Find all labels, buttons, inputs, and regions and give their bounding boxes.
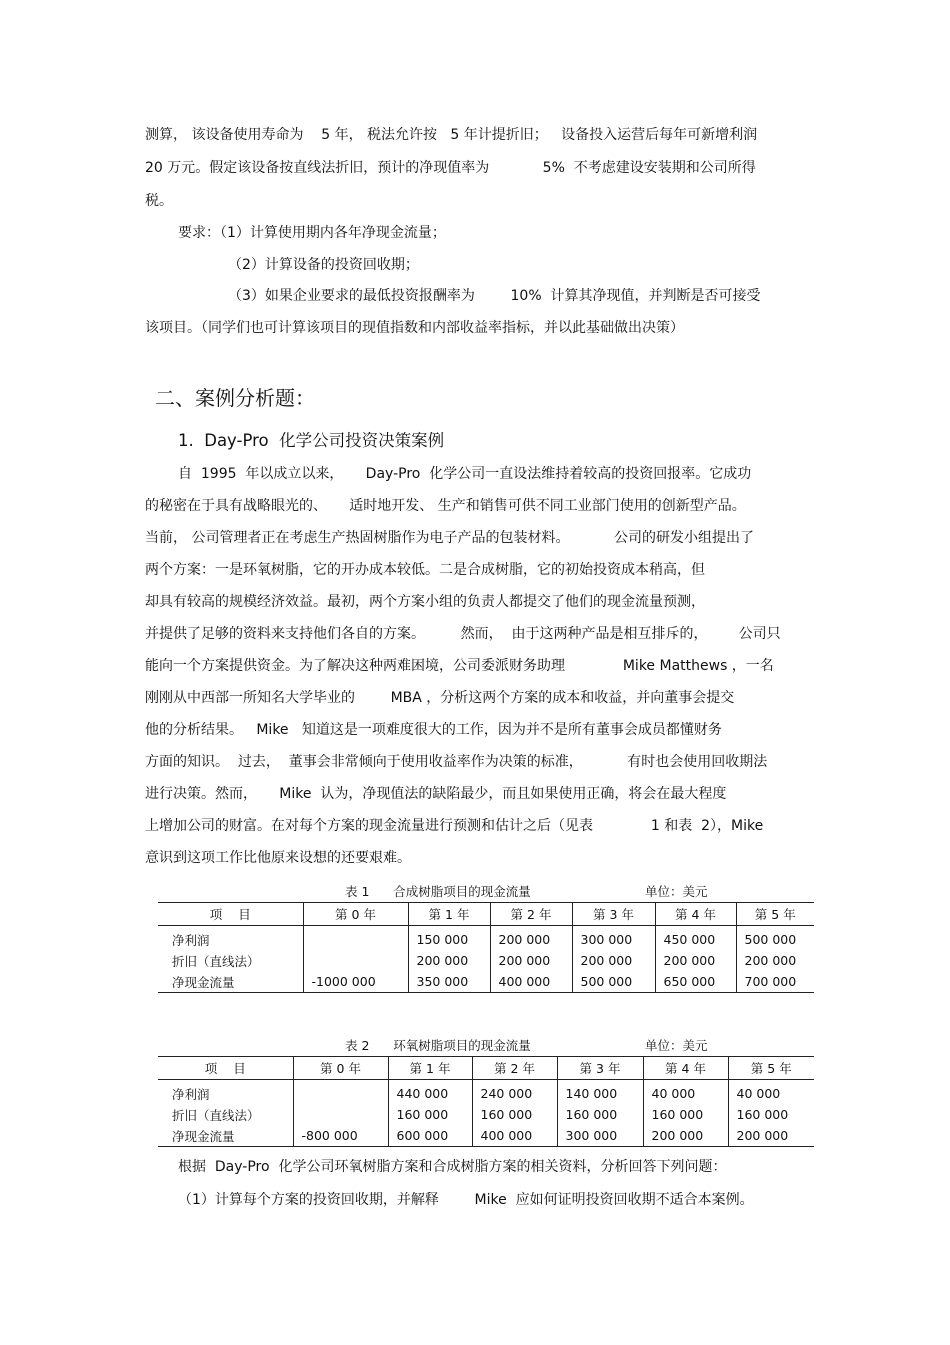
table-cell: 300 000 xyxy=(557,1125,643,1147)
case-title: 1. Day-Pro 化学公司投资决策案例 xyxy=(178,431,445,450)
table-cell: 500 000 xyxy=(736,926,814,951)
table2-caption: 表 2 环氧树脂项目的现金流量 xyxy=(345,1038,531,1053)
column-header: 第 5 年 xyxy=(728,1057,814,1080)
case-line: 方面的知识。 过去， 董事会非常倾向于使用收益率作为决策的标准， 有时也会使用回收期法 xyxy=(145,754,768,770)
table-cell xyxy=(303,950,408,971)
table-cell: 350 000 xyxy=(408,971,490,993)
table-cell: 200 000 xyxy=(728,1125,814,1147)
requirement-2: （2）计算设备的投资回收期； xyxy=(228,257,419,273)
table-cell: 160 000 xyxy=(472,1104,557,1125)
table-cell: 160 000 xyxy=(388,1104,472,1125)
table-cell: 650 000 xyxy=(655,971,736,993)
table-cell: 40 000 xyxy=(728,1080,814,1105)
column-header: 第 5 年 xyxy=(736,903,814,926)
table-cell: 450 000 xyxy=(655,926,736,951)
table-row xyxy=(158,926,814,951)
case-line: 他的分析结果。 Mike 知道这是一项难度很大的工作，因为并不是所有董事会成员都懂财务 xyxy=(145,722,722,738)
table-cell: 200 000 xyxy=(408,950,490,971)
column-header: 项 目 xyxy=(158,1057,293,1080)
case-line: 上增加公司的财富。在对每个方案的现金流量进行预测和估计之后（见表 1 和表 2），Mike xyxy=(145,818,764,834)
case-line: 并提供了足够的资料来支持他们各自的方案。 然而， 由于这两种产品是相互排斥的， 公司只 xyxy=(145,626,781,642)
case-line: 的秘密在于具有战略眼光的、 适时地开发、 生产和销售可供不同工业部门使用的创新型产品。 xyxy=(145,498,746,514)
case-line: 能向一个方案提供资金。为了解决这种两难困境，公司委派财务助理 Mike Matthews ，一名 xyxy=(145,658,774,674)
table-row xyxy=(158,1104,814,1125)
row-label: 折旧（直线法） xyxy=(172,1107,260,1123)
table-cell xyxy=(293,1104,388,1125)
table-cell: 160 000 xyxy=(728,1104,814,1125)
case-line: 当前， 公司管理者正在考虑生产热固树脂作为电子产品的包装材料。 公司的研发小组提出了 xyxy=(145,530,754,546)
column-header: 第 3 年 xyxy=(557,1057,643,1080)
table1-unit: 单位：美元 xyxy=(645,884,708,899)
column-header: 第 4 年 xyxy=(655,903,736,926)
table-cell: 160 000 xyxy=(643,1104,728,1125)
row-label: 折旧（直线法） xyxy=(172,953,260,969)
case-line: 进行决策。然而， Mike 认为，净现值法的缺陷最少，而且如果使用正确，将会在最大程度 xyxy=(145,786,727,802)
paragraph-line: 税。 xyxy=(145,193,173,209)
column-header: 第 2 年 xyxy=(472,1057,557,1080)
table-cell: 500 000 xyxy=(572,971,655,993)
table-cell xyxy=(303,926,408,951)
row-label: 净利润 xyxy=(172,1086,210,1102)
table-cell: -1000 000 xyxy=(303,971,408,993)
column-header: 项 目 xyxy=(158,903,303,926)
table1-caption: 表 1 合成树脂项目的现金流量 xyxy=(345,884,531,899)
table-cell: 200 000 xyxy=(490,950,572,971)
row-label: 净现金流量 xyxy=(158,1125,293,1147)
paragraph-line: 测算， 该设备使用寿命为 5 年， 税法允许按 5 年计提折旧； 设备投入运营后每年可新增利润 xyxy=(145,127,758,143)
row-label: 净利润 xyxy=(172,932,210,948)
table2-unit: 单位：美元 xyxy=(645,1038,708,1053)
case-line: 自 1995 年以成立以来， Day-Pro 化学公司一直设法维持着较高的投资回报率。它成功 xyxy=(178,466,752,482)
table-cell: 400 000 xyxy=(472,1125,557,1147)
table-cell: 300 000 xyxy=(572,926,655,951)
table-cell: 40 000 xyxy=(643,1080,728,1105)
question-intro: 根据 Day-Pro 化学公司环氧树脂方案和合成树脂方案的相关资料，分析回答下列问题： xyxy=(178,1159,727,1175)
table-cell: 400 000 xyxy=(490,971,572,993)
table-cell: 160 000 xyxy=(557,1104,643,1125)
table-cell: -800 000 xyxy=(293,1125,388,1147)
table-row xyxy=(158,1080,814,1105)
table-cell: 200 000 xyxy=(572,950,655,971)
table-cell: 700 000 xyxy=(736,971,814,993)
column-header: 第 0 年 xyxy=(303,903,408,926)
section-title: 二、案例分析题： xyxy=(155,386,315,410)
column-header: 第 1 年 xyxy=(388,1057,472,1080)
table-cell: 140 000 xyxy=(557,1080,643,1105)
requirement-1: 要求：（1）计算使用期内各年净现金流量； xyxy=(178,225,446,241)
cash-flow-table-epoxy-resin xyxy=(158,1056,814,1147)
case-line: 两个方案：一是环氧树脂，它的开办成本较低。二是合成树脂，它的初始投资成本稍高，但 xyxy=(145,562,705,578)
paragraph-line: 20 万元。假定该设备按直线法折旧，预计的净现值率为 5% 不考虑建设安装期和公司所得 xyxy=(145,160,756,176)
table-cell: 200 000 xyxy=(643,1125,728,1147)
column-header: 第 3 年 xyxy=(572,903,655,926)
table-cell: 200 000 xyxy=(655,950,736,971)
table-cell: 240 000 xyxy=(472,1080,557,1105)
case-line: 意识到这项工作比他原来设想的还要艰难。 xyxy=(145,850,411,866)
question-1: （1）计算每个方案的投资回收期，并解释 Mike 应如何证明投资回收期不适合本案例。 xyxy=(178,1192,754,1208)
table-row xyxy=(158,1125,814,1147)
table-cell: 150 000 xyxy=(408,926,490,951)
column-header: 第 4 年 xyxy=(643,1057,728,1080)
case-line: 刚刚从中西部一所知名大学毕业的 MBA ，分析这两个方案的成本和收益，并向董事会提交 xyxy=(145,690,735,706)
table-cell: 600 000 xyxy=(388,1125,472,1147)
column-header: 第 1 年 xyxy=(408,903,490,926)
requirement-3-cont: 该项目。（同学们也可计算该项目的现值指数和内部收益率指标，并以此基础做出决策） xyxy=(145,320,684,336)
requirement-3: （3）如果企业要求的最低投资报酬率为 10% 计算其净现值，并判断是否可接受 xyxy=(228,288,761,304)
table-row xyxy=(158,971,814,993)
table-row xyxy=(158,950,814,971)
table-cell: 440 000 xyxy=(388,1080,472,1105)
column-header: 第 2 年 xyxy=(490,903,572,926)
row-label: 净现金流量 xyxy=(158,971,303,993)
cash-flow-table-synthetic-resin xyxy=(158,902,814,993)
table-cell: 200 000 xyxy=(736,950,814,971)
table-cell xyxy=(293,1080,388,1105)
case-line: 却具有较高的规模经济效益。最初，两个方案小组的负责人都提交了他们的现金流量预测， xyxy=(145,594,705,610)
table-cell: 200 000 xyxy=(490,926,572,951)
column-header: 第 0 年 xyxy=(293,1057,388,1080)
